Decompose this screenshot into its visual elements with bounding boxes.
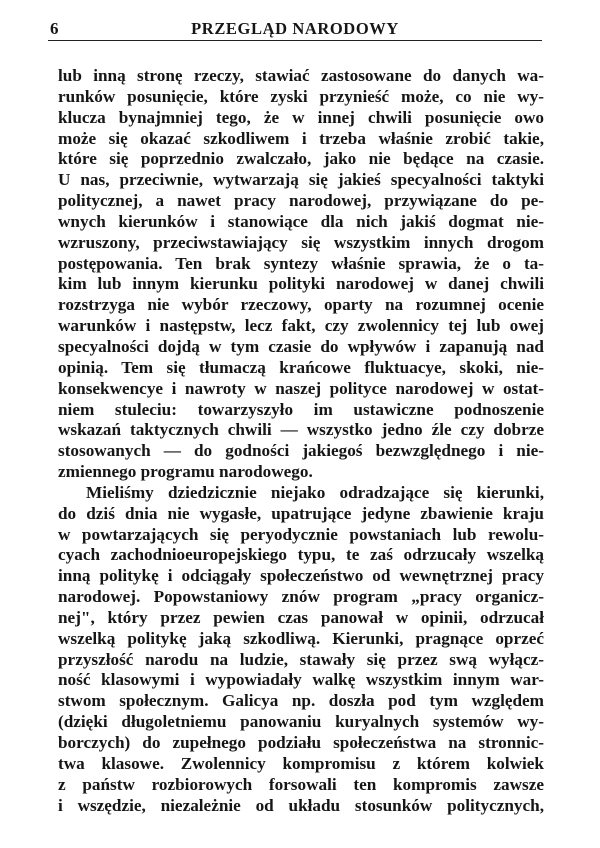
text-line: borczych) do zupełnego podziału społeczeństwa na stronnic- (58, 733, 544, 752)
text-line: do dziś dnia nie wygasłe, upatrujące jedyne zbawienie kraju (58, 503, 544, 523)
text-line: opinią. Tem się tłumaczą krańcowe fluktuacye, skoki, nie- (58, 357, 544, 377)
text-line: twa klasowe. Zwolennicy kompromisu z którem kolwiek (58, 753, 544, 773)
body-text (58, 66, 544, 816)
text-line: wskazań taktycznych chwili — wszystko jedno źle czy dobrze (58, 420, 544, 440)
text-line: runków posunięcie, które zyski przynieść może, co nie wy- (58, 86, 544, 106)
text-line: stosowanych — do godności jakiegoś bezwzględnego i nie- (58, 441, 544, 461)
text-line: nej", który przez pewien czas panował w opinii, odrzucał (58, 607, 544, 627)
text-line: narodowej. Popowstaniowy znów program „pracy organicz- (58, 587, 544, 607)
page-header (48, 18, 542, 41)
text-line: może się okazać szkodliwem i trzeba właśnie zrobić takie, (58, 128, 544, 148)
text-line: z państw rozbiorowych forsowali ten kompromis zawsze (58, 774, 544, 794)
text-line: które się poprzednio zwalczało, jako nie będące na czasie. (58, 149, 544, 169)
text-line: U nas, przeciwnie, wytwarzają się jakieś specyalności taktyki (58, 170, 544, 190)
text-line: zmiennego programu narodowego. (58, 462, 313, 482)
text-line: wnych kierunków i stanowiące dla nich jakiś dogmat nie- (58, 211, 544, 231)
text-line: wzruszony, przeciwstawiający się wszystkim innych drogom (58, 232, 544, 252)
text-line: inną politykę i odciągały społeczeństwo od wewnętrznej pracy (58, 566, 544, 586)
running-title: PRZEGLĄD NARODOWY (191, 19, 399, 38)
text-line: cyach zachodnioeuropejskiego typu, te zaś odrzucały wszelką (58, 545, 544, 565)
paragraph-start-line: Mieliśmy dziedzicznie niejako odradzające się kierunki, (86, 482, 544, 502)
text-line: konsekwencye i nawroty w naszej polityce narodowej w ostat- (58, 378, 544, 398)
text-line: specyalności dojdą w tym czasie do wpływów i zapanują nad (58, 336, 544, 356)
text-line: w powtarzających się peryodycznie powstaniach lub rewolu- (58, 524, 544, 544)
text-line: kim lub innym kierunku polityki narodowej w danej chwili (58, 274, 544, 294)
text-line: przyszłość narodu na ludzie, stawały się przez swą wyłącz- (58, 649, 544, 669)
text-line: wszelką politykę jaką szkodliwą. Kierunki, pragnące oprzeć (58, 628, 544, 648)
text-line: politycznej, a nawet pracy narodowej, przywiązane do pe- (58, 191, 544, 211)
text-line: klucza bynajmniej tego, że w innej chwili posunięcie owo (58, 107, 544, 127)
text-line: lub inną stronę rzeczy, stawiać zastosowane do danych wa- (58, 66, 544, 85)
text-line: postępowania. Ten brak syntezy właśnie sprawia, że o ta- (58, 253, 544, 273)
text-line: warunków i następstw, lecz fakt, czy zwolennicy tej lub owej (58, 316, 544, 336)
text-line: niem stuleciu: towarzyszyło im ustawiczne podnoszenie (58, 399, 544, 419)
text-line: (dzięki długoletniemu panowaniu kuryalnych systemów wy- (58, 712, 544, 732)
text-line: ność klasowymi i wypowiadały walkę wszystkim innym war- (58, 670, 544, 690)
text-line: stwom społecznym. Galicya np. doszła pod tym względem (58, 691, 544, 711)
text-line: rozstrzyga nie wybór rzeczowy, oparty na rozumnej ocenie (58, 295, 544, 315)
text-line: i wszędzie, niezależnie od układu stosunków politycznych, (58, 795, 544, 815)
page-number: 6 (50, 19, 59, 38)
